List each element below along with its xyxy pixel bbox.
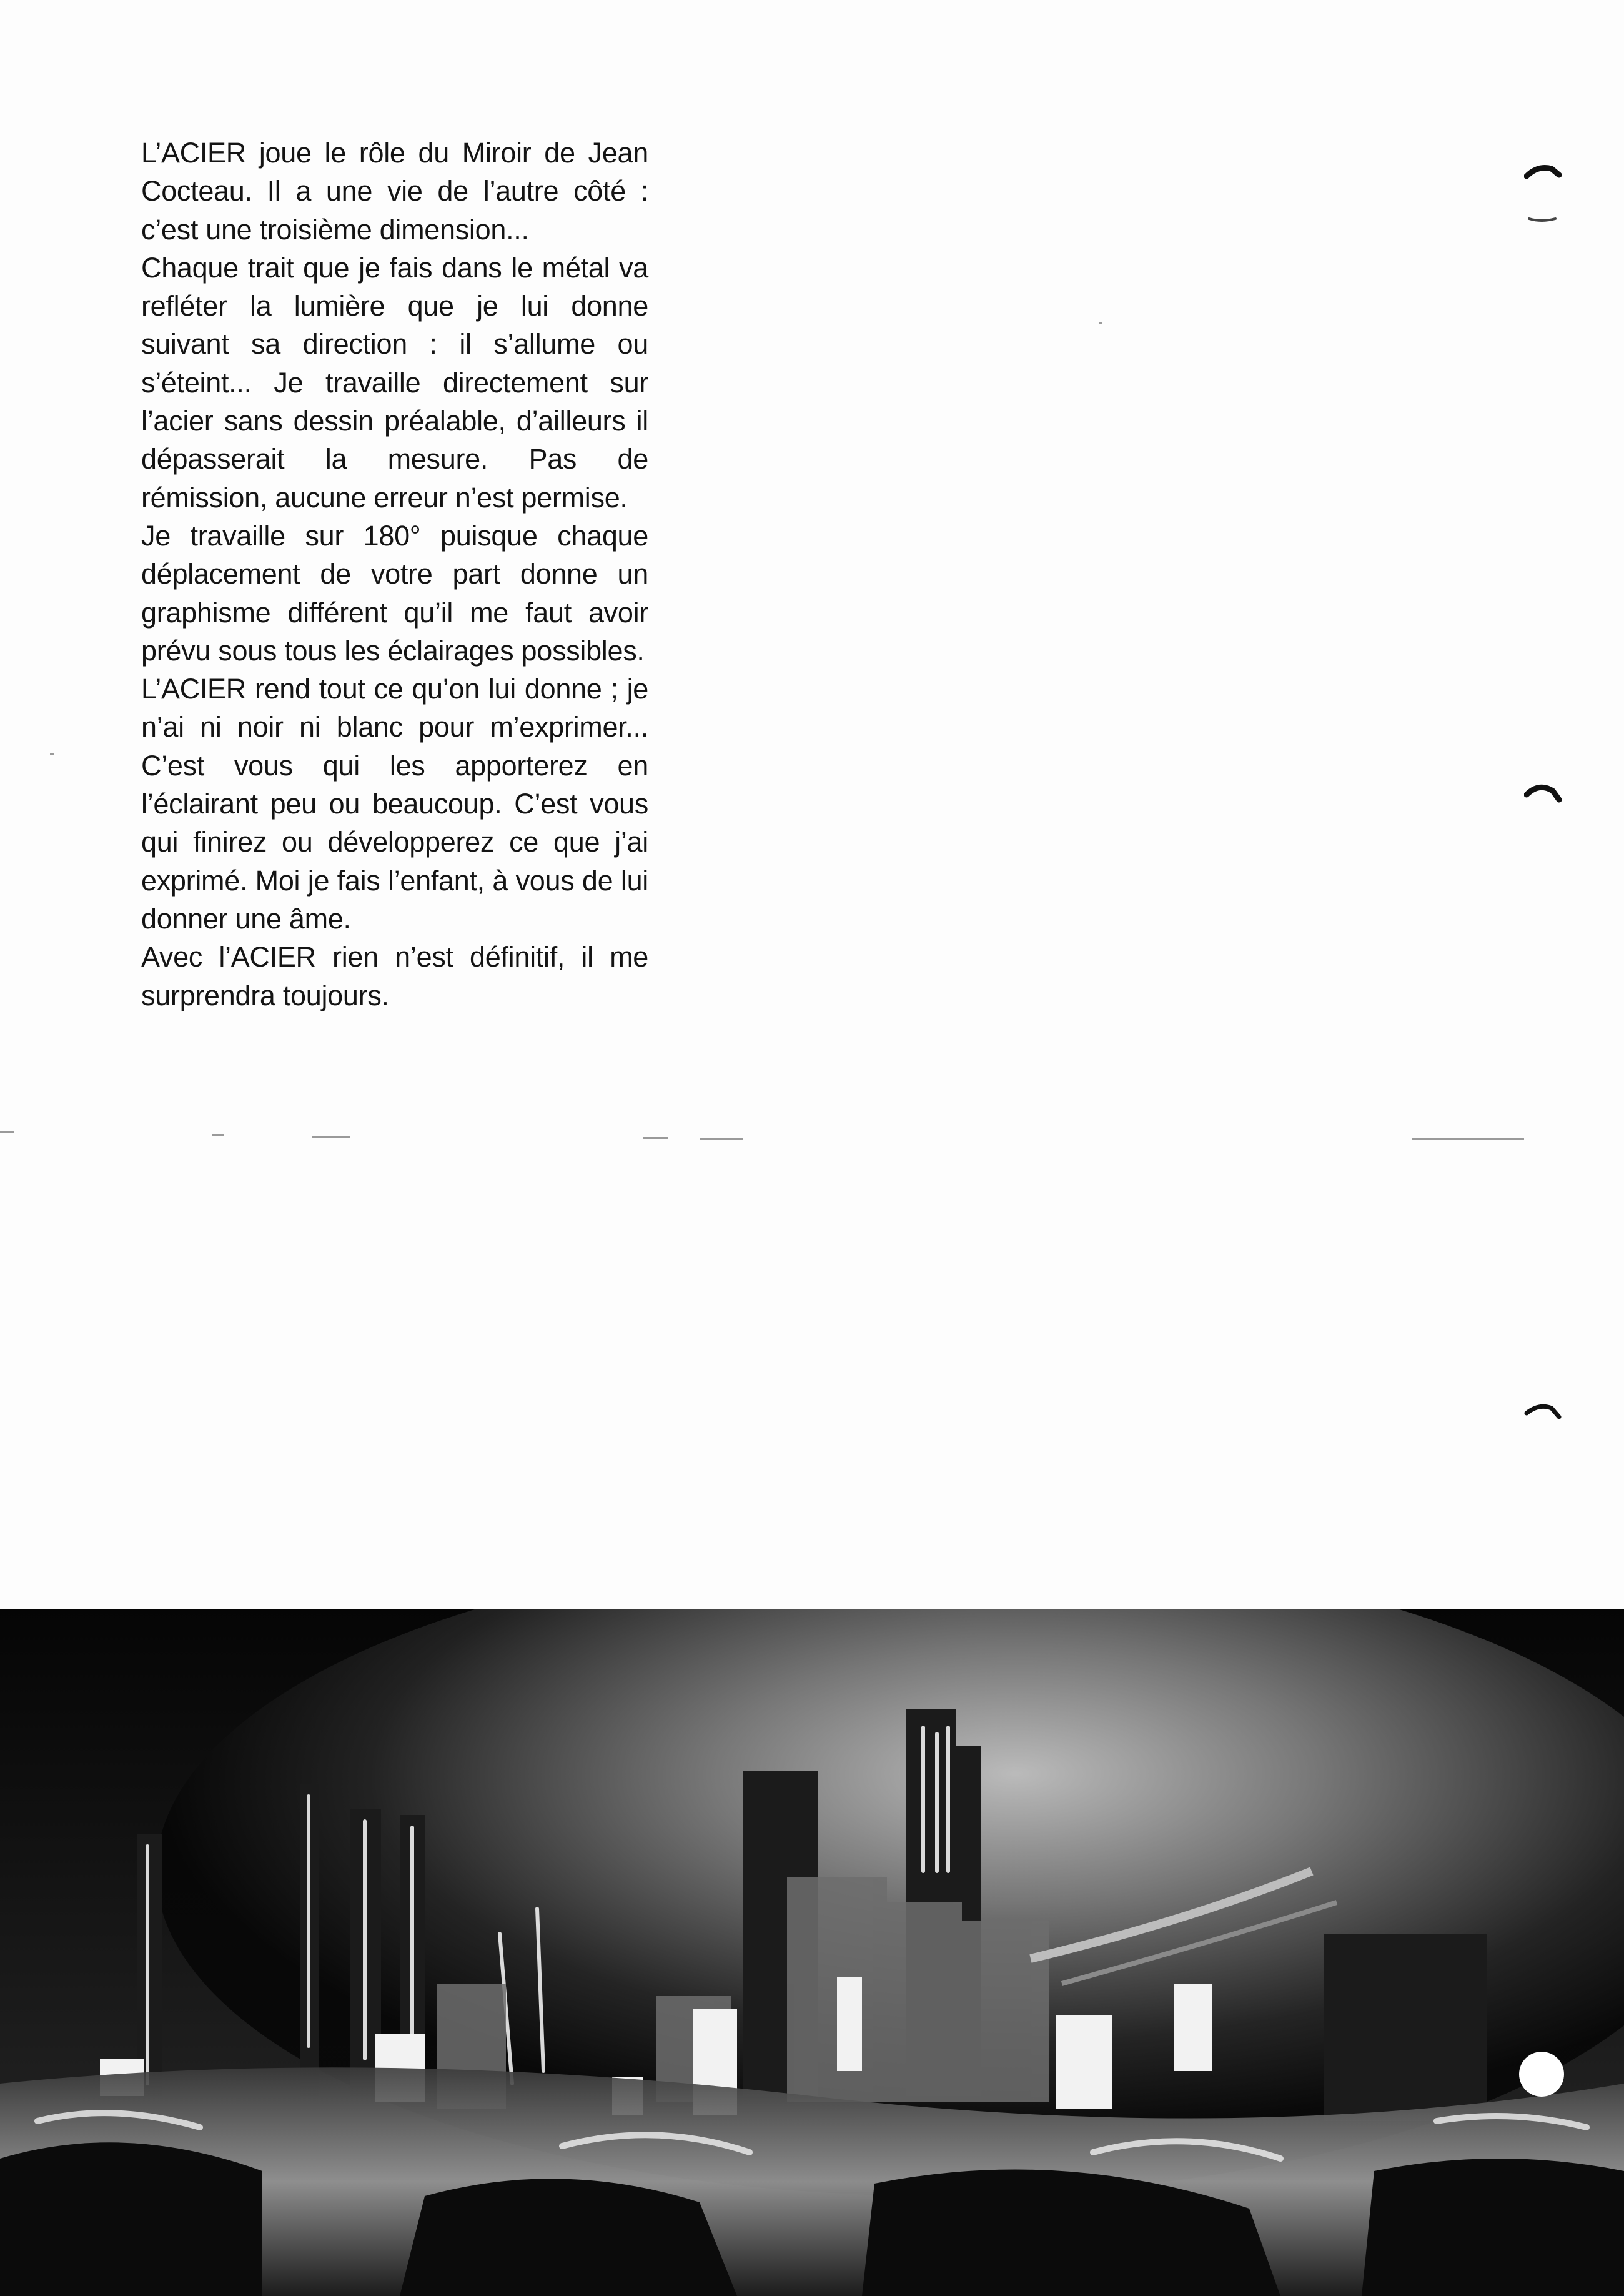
cityscape-illustration: [0, 1609, 1624, 2296]
scan-artifact: [312, 1136, 350, 1138]
scan-artifact: [1412, 1138, 1524, 1140]
binder-hole: [1519, 2052, 1564, 2097]
scan-artifact: [643, 1137, 668, 1139]
scan-artifact: [1099, 322, 1102, 324]
engraved-cityscape-photo: [0, 1609, 1624, 2296]
binder-ring-mark-middle: [1524, 781, 1562, 803]
paragraph-mirror: L’ACIER joue le rôle du Miroir de Jean Cocteau. Il a une vie de l’autre côté : c’est une troisième dimension...: [141, 137, 648, 246]
paragraph-180: Je travaille sur 180° puisque chaque déplacement de votre part donne un graphisme différent qu’il me faut avoir prévu sous tous les éclairages possibles.: [141, 519, 648, 667]
text-column: [141, 134, 648, 1015]
scan-artifact: [700, 1138, 743, 1140]
paragraph-soul: L’ACIER rend tout ce qu’on lui donne ; je n’ai ni noir ni blanc pour m’exprimer... C’est vous qui les apporterez en l’éclairant peu ou beaucoup. C’est vous qui finirez ou développerez ce que j’ai exprimé. Moi je fais l’enfant, à vous de lui donner une âme.: [141, 673, 648, 935]
binder-ring-mark-top: [1524, 161, 1562, 184]
scan-artifact: [212, 1134, 224, 1136]
scan-artifact: [50, 753, 54, 755]
scan-artifact: [0, 1131, 14, 1133]
binder-ring-mark-lower: [1524, 1399, 1562, 1422]
binder-ring-mark-small: [1524, 212, 1562, 225]
paragraph-definitive: Avec l’ACIER rien n’est définitif, il me surprendra toujours.: [141, 941, 648, 1011]
paragraph-light: Chaque trait que je fais dans le métal va refléter la lumière que je lui donne suivant sa direction : il s’allume ou s’éteint... Je travaille directement sur l’acier sans dessin préalable, d’ailleurs il dépasserait la mesure. Pas de rémission, aucune erreur n’est permise.: [141, 251, 648, 514]
